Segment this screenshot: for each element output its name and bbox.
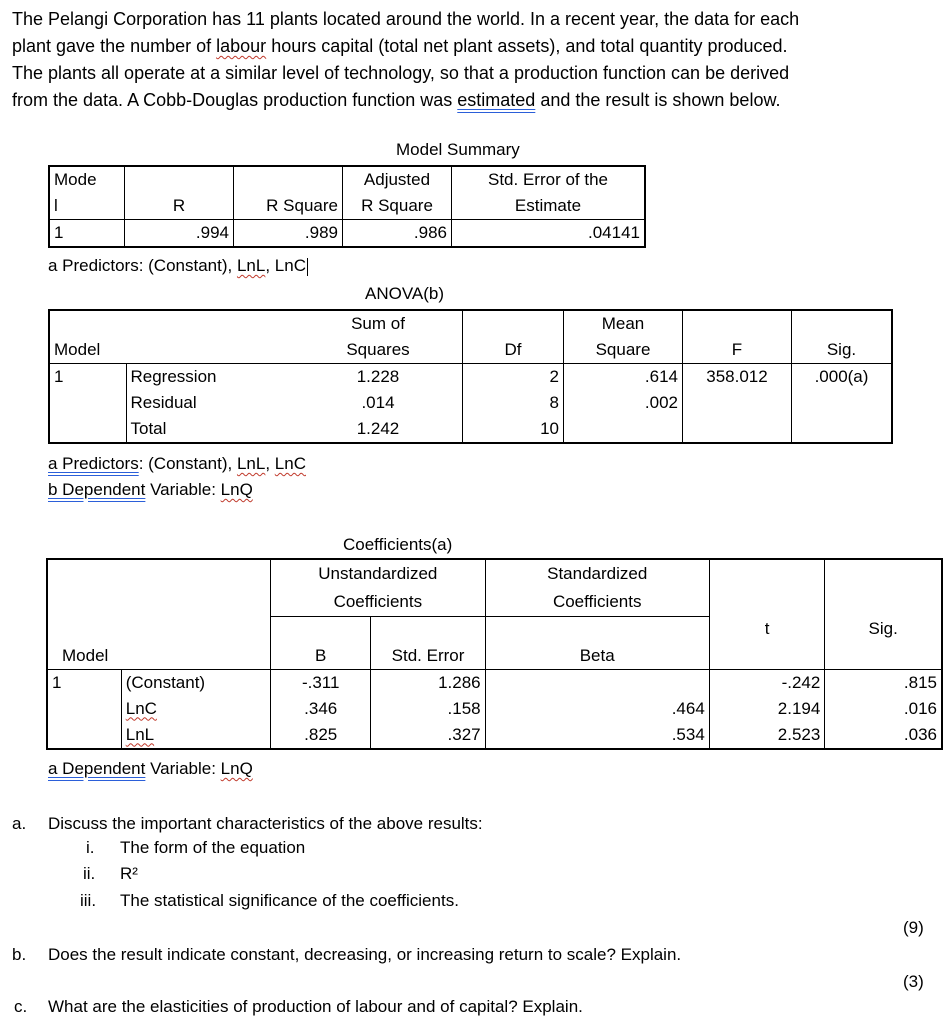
table-cell: -.242	[709, 669, 825, 696]
header-cell: Beta	[485, 643, 709, 670]
header-cell: Adjusted	[343, 166, 452, 193]
header-cell: R Square	[234, 193, 343, 220]
coefficients-table	[46, 558, 943, 750]
table-cell: 1	[47, 669, 121, 696]
question-a-marks: (9)	[903, 918, 924, 937]
table-cell: 8	[463, 390, 564, 416]
header-cell: Std. Error of the	[452, 166, 646, 193]
table-cell: .994	[125, 220, 234, 248]
question-b-marks: (3)	[903, 972, 924, 991]
header-cell: Coefficients	[485, 588, 709, 616]
header-cell: R	[125, 193, 234, 220]
header-cell: Standardized	[485, 559, 709, 588]
header-cell: Unstandardized	[271, 559, 486, 588]
table-cell: .014	[294, 390, 463, 416]
table-cell: .464	[485, 696, 709, 722]
header-cell: Sum of	[294, 310, 463, 337]
model-summary-title: Model Summary	[396, 140, 520, 159]
intro-line: The plants all operate at a similar level of technology, so that a production function can be derived	[12, 63, 790, 83]
table-cell: 1	[49, 364, 126, 391]
table-cell: 1.286	[371, 669, 485, 696]
header-cell: Std. Error	[371, 643, 485, 670]
question-b-text: Does the result indicate constant, decreasing, or increasing return to scale? Explain.	[48, 945, 682, 964]
header-cell: Sig.	[792, 337, 893, 364]
header-cell: Coefficients	[271, 588, 486, 616]
table-cell: 358.012	[683, 364, 792, 391]
intro-paragraph	[12, 6, 942, 114]
table-cell: .04141	[452, 220, 646, 248]
question-ii-text: R²	[120, 864, 138, 883]
table-cell: (Constant)	[121, 669, 270, 696]
table-cell: .000(a)	[814, 367, 869, 386]
question-b-label: b.	[12, 945, 27, 964]
coefficients-title: Coefficients(a)	[343, 535, 453, 554]
header-cell: Squares	[294, 337, 463, 364]
intro-line: The Pelangi Corporation has 11 plants located around the world. In a recent year, the data for each	[12, 9, 800, 29]
table-cell: .002	[564, 390, 683, 416]
table-cell: .825	[271, 722, 371, 749]
question-c-text: What are the elasticities of production of labour and of capital? Explain.	[48, 997, 583, 1016]
header-cell: B	[271, 643, 371, 670]
question-iii-label: iii.	[80, 891, 97, 910]
table-cell: LnC	[125, 698, 157, 718]
header-cell: R Square	[343, 193, 452, 220]
header-cell: t	[709, 616, 825, 643]
table-cell: 2	[463, 364, 564, 391]
model-summary-table	[48, 165, 646, 248]
coefficients-note: a Dependent Variable: LnQ	[48, 759, 253, 778]
header-cell: Estimate	[452, 193, 646, 220]
table-cell: -.311	[271, 669, 371, 696]
table-cell: Residual	[130, 393, 197, 412]
header-cell: Model	[47, 643, 121, 670]
table-cell: 1.228	[294, 364, 463, 391]
anova-table	[48, 309, 893, 444]
question-i-label: i.	[86, 838, 95, 857]
table-cell: .815	[903, 672, 937, 692]
table-cell: .986	[343, 220, 452, 248]
table-cell: .989	[234, 220, 343, 248]
anova-note-1: a Predictors: (Constant), LnL, LnC	[48, 454, 306, 473]
question-a-text: Discuss the important characteristics of the above results:	[48, 814, 483, 833]
model-summary-note: a Predictors: (Constant), LnL, LnC	[48, 256, 306, 275]
table-cell: .016	[903, 698, 937, 718]
table-cell: 1	[49, 220, 125, 248]
header-cell: Df	[463, 337, 564, 364]
header-cell: Square	[564, 337, 683, 364]
header-cell: F	[683, 337, 792, 364]
table-cell: 2.523	[709, 722, 825, 749]
table-cell: 1.242	[294, 416, 463, 443]
table-cell: .327	[371, 722, 485, 749]
question-c-label: c.	[14, 997, 28, 1016]
table-cell: .534	[485, 722, 709, 749]
table-cell: LnL	[125, 724, 155, 744]
anova-note-2: b Dependent Variable: LnQ	[48, 480, 253, 499]
anova-title: ANOVA(b)	[365, 284, 445, 303]
table-cell: Total	[130, 419, 167, 438]
question-iii-text: The statistical significance of the coefficients.	[120, 891, 459, 910]
intro-line: plant gave the number of labour hours capital (total net plant assets), and total quantity produced.	[12, 36, 788, 56]
question-ii-label: ii.	[83, 864, 96, 883]
header-cell: Mode	[49, 166, 125, 193]
header-cell: Sig.	[868, 619, 898, 639]
table-cell: .036	[903, 724, 937, 744]
header-cell: Model	[49, 337, 126, 364]
header-cell: Mean	[564, 310, 683, 337]
intro-line: from the data. A Cobb-Douglas production function was estimated and the result is shown below.	[12, 90, 781, 110]
table-cell: 2.194	[709, 696, 825, 722]
table-cell: .614	[564, 364, 683, 391]
table-cell: .158	[371, 696, 485, 722]
table-cell: Regression	[130, 367, 217, 386]
table-cell: 10	[463, 416, 564, 443]
header-cell: l	[49, 193, 125, 220]
question-a-label: a.	[12, 814, 27, 833]
question-i-text: The form of the equation	[120, 838, 306, 857]
table-cell: .346	[271, 696, 371, 722]
